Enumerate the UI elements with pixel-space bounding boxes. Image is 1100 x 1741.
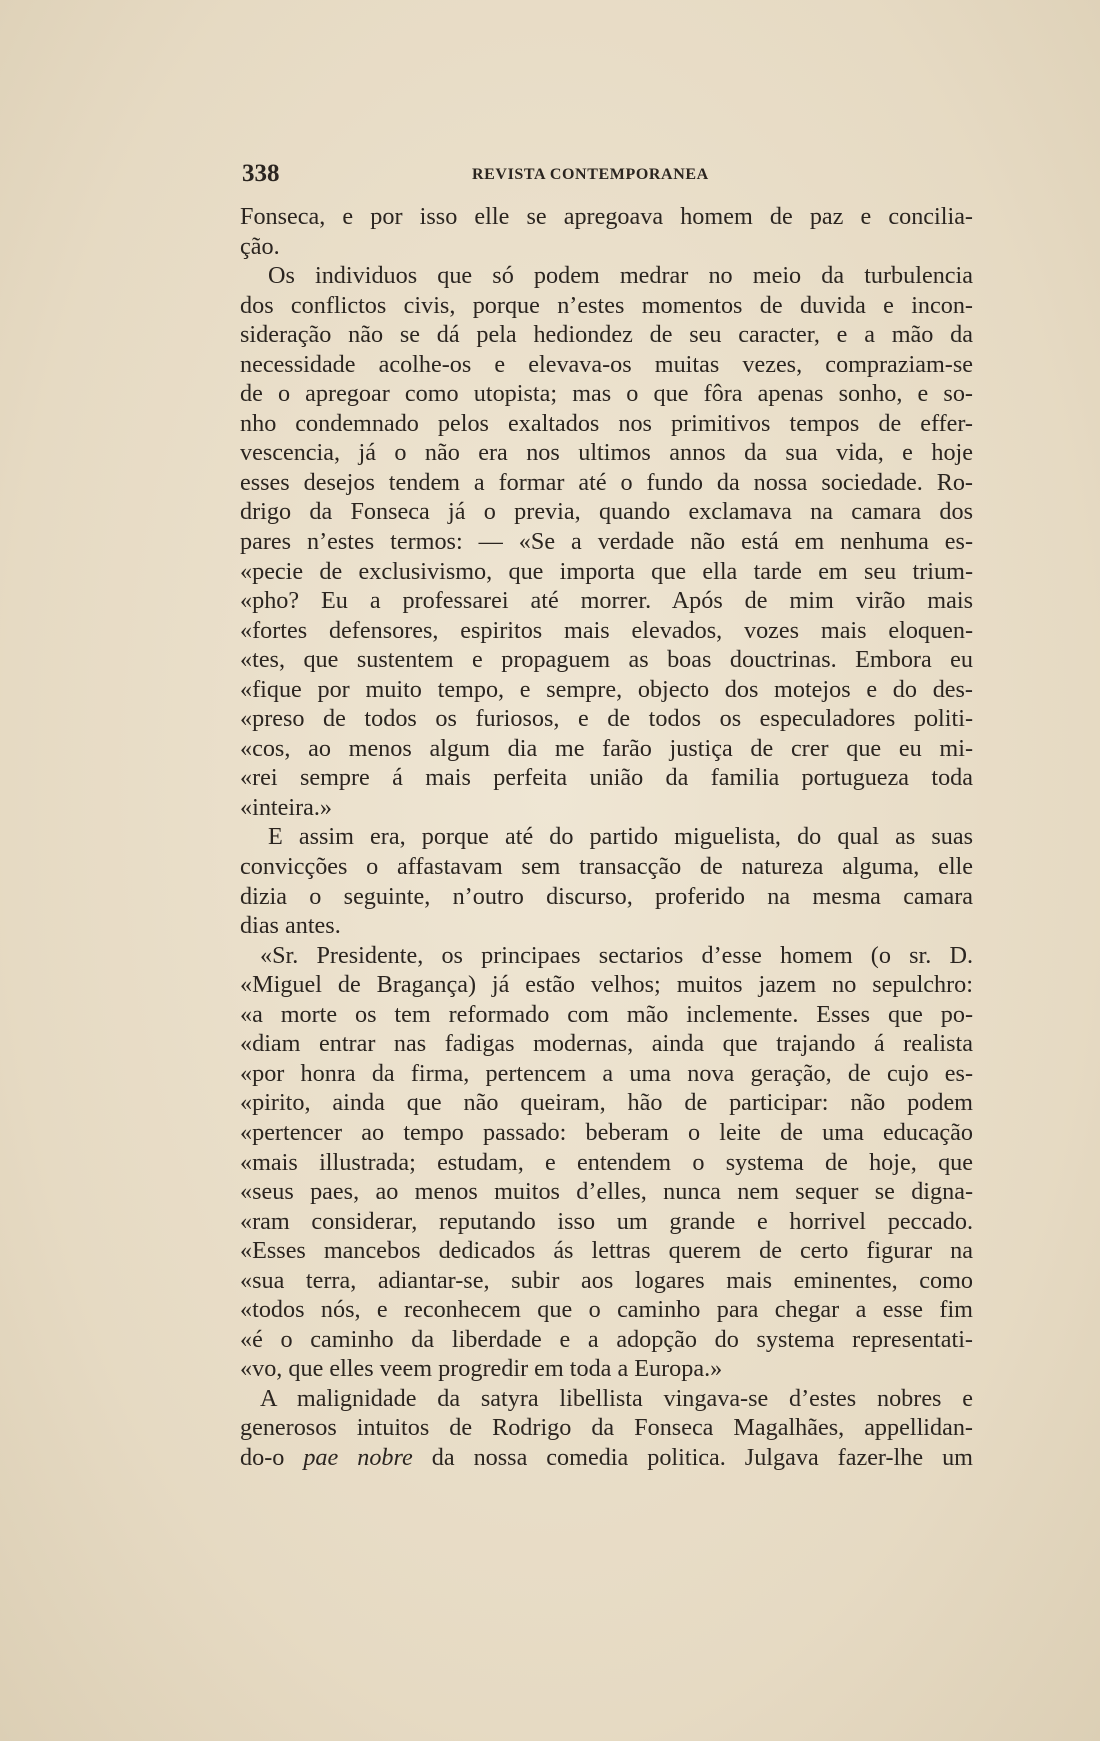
text-line: nho condemnado pelos exaltados nos primitivos tempos de effer-: [240, 409, 973, 437]
text-line: «cos, ao menos algum dia me farão justiça de crer que eu mi-: [240, 734, 973, 762]
text-segment: da nossa comedia politica. Julgava fazer-lhe um: [412, 1443, 973, 1471]
text-line: «seus paes, ao menos muitos d’elles, nunca nem sequer se digna-: [240, 1178, 973, 1206]
text-line: «por honra da firma, pertencem a uma nova geração, de cujo es-: [240, 1059, 973, 1087]
text-line: «Esses mancebos dedicados ás lettras querem de certo figurar na: [240, 1237, 973, 1265]
text-line: «pecie de exclusivismo, que importa que ella tarde em seu trium-: [240, 557, 973, 585]
text-line: «Miguel de Bragança) já estão velhos; muitos jazem no sepulchro:: [240, 971, 973, 999]
text-line: «inteira.»: [240, 793, 333, 821]
text-line: vescencia, já o não era nos ultimos annos da sua vida, e hoje: [240, 439, 973, 467]
text-line: convicções o affastavam sem transacção de natureza alguma, elle: [240, 853, 973, 881]
text-line: dizia o seguinte, n’outro discurso, proferido na mesma camara: [240, 882, 973, 910]
text-line: «ram considerar, reputando isso um grande e horrivel peccado.: [240, 1207, 973, 1235]
italic-phrase: pae nobre: [303, 1443, 413, 1471]
paragraph-first-line: «Sr. Presidente, os principaes sectarios d’esse homem (o sr. D.: [260, 941, 973, 969]
text-line: pares n’estes termos: — «Se a verdade não está em nenhuma es-: [240, 528, 973, 556]
page-header: [242, 160, 972, 190]
page-number: 338: [242, 160, 280, 187]
text-line: generosos intuitos de Rodrigo da Fonseca Magalhães, appellidan-: [240, 1414, 973, 1442]
paragraph-first-line: Os individuos que só podem medrar no meio da turbulencia: [268, 262, 973, 290]
paragraph-first-line: A malignidade da satyra libellista vingava-se d’estes nobres e: [260, 1384, 973, 1412]
text-line: «preso de todos os furiosos, e de todos os especuladores politi-: [240, 705, 973, 733]
running-title: REVISTA CONTEMPORANEA: [472, 166, 709, 183]
text-line: de o apregoar como utopista; mas o que fôra apenas sonho, e so-: [240, 380, 973, 408]
text-line: «pertencer ao tempo passado: beberam o leite de uma educação: [240, 1118, 973, 1146]
body-text: [240, 202, 973, 1473]
text-line: «a morte os tem reformado com mão inclemente. Esses que po-: [240, 1000, 973, 1028]
text-line: sideração não se dá pela hediondez de seu caracter, e a mão da: [240, 321, 973, 349]
text-line: «todos nós, e reconhecem que o caminho para chegar a esse fim: [240, 1296, 973, 1324]
text-line: drigo da Fonseca já o previa, quando exclamava na camara dos: [240, 498, 973, 526]
text-line: «é o caminho da liberdade e a adopção do systema representati-: [240, 1325, 973, 1353]
text-line: «tes, que sustentem e propaguem as boas douctrinas. Embora eu: [240, 646, 973, 674]
text-line: necessidade acolhe-os e elevava-os muitas vezes, compraziam-se: [240, 350, 973, 378]
text-line: «rei sempre á mais perfeita união da familia portugueza toda: [240, 764, 973, 792]
text-line: «diam entrar nas fadigas modernas, ainda que trajando á realista: [240, 1030, 973, 1058]
text-line: «pirito, ainda que não queiram, hão de participar: não podem: [240, 1089, 973, 1117]
text-line: ção.: [240, 232, 280, 260]
text-line: dias antes.: [240, 912, 341, 940]
text-segment: do-o: [240, 1443, 304, 1471]
text-line: Fonseca, e por isso elle se apregoava homem de paz e concilia-: [240, 203, 973, 230]
text-line: dos conflictos civis, porque n’estes momentos de duvida e incon-: [240, 291, 973, 319]
text-line: «mais illustrada; estudam, e entendem o systema de hoje, que: [240, 1148, 973, 1176]
text-line: «fique por muito tempo, e sempre, objecto dos motejos e do des-: [240, 675, 973, 703]
paragraph-first-line: E assim era, porque até do partido miguelista, do qual as suas: [268, 823, 973, 851]
text-line: «sua terra, adiantar-se, subir aos logares mais eminentes, como: [240, 1266, 973, 1294]
text-line: «vo, que elles veem progredir em toda a Europa.»: [240, 1355, 723, 1383]
text-line: «fortes defensores, espiritos mais elevados, vozes mais eloquen-: [240, 616, 973, 644]
text-line: esses desejos tendem a formar até o fundo da nossa sociedade. Ro-: [240, 468, 973, 496]
text-line: «pho? Eu a professarei até morrer. Após de mim virão mais: [240, 587, 973, 615]
text-line-last: [240, 1443, 973, 1473]
